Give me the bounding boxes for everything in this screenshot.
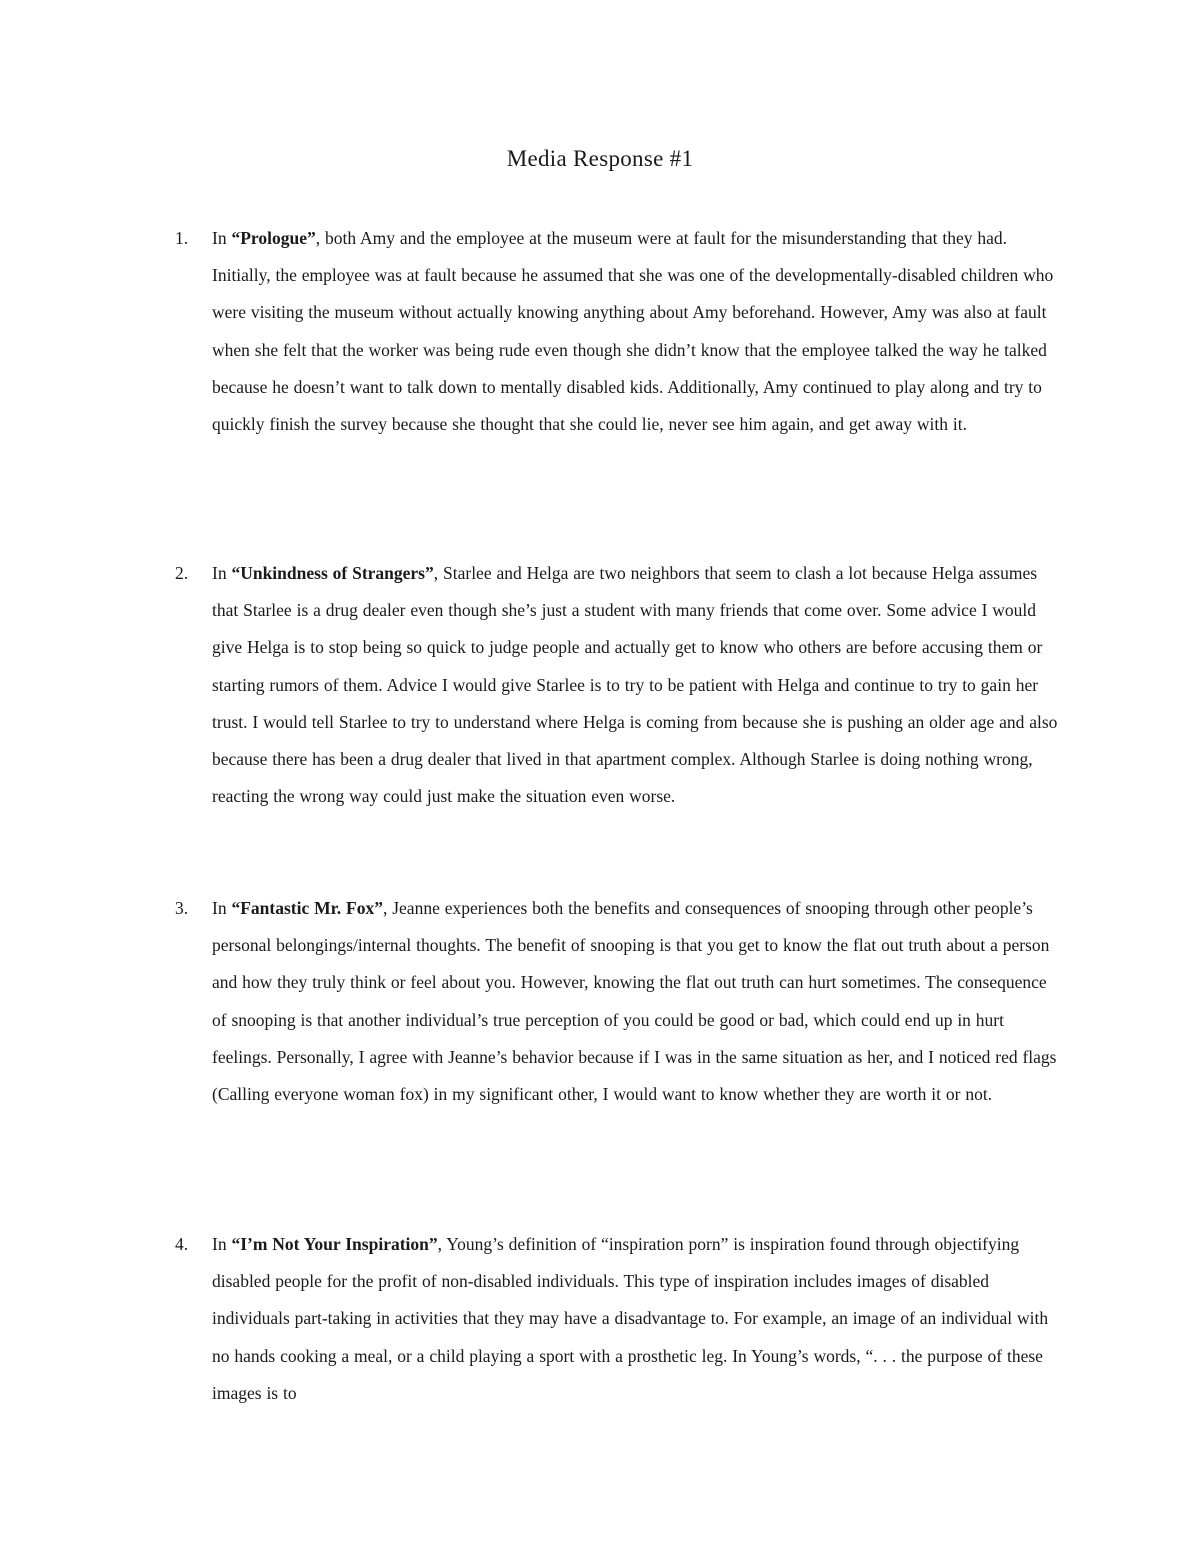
item-intro: In	[212, 563, 232, 583]
item-intro: In	[212, 1234, 232, 1254]
item-paragraph	[212, 220, 1062, 443]
item-paragraph	[212, 890, 1062, 1113]
item-number: 2.	[175, 563, 189, 583]
item-text: , Jeanne experiences both the benefits and consequences of snooping through other people’s personal belongings/internal thoughts. The benefit of snooping is that you get to know the flat out truth about a person and how they truly think or feel about you. However, knowing the flat out truth can hurt sometimes. The consequence of snooping is that another individual’s true perception of you could be good or bad, which could end up in hurt feelings. Personally, I agree with Jeanne’s behavior because if I was in the same situation as her, and I noticed red flags (Calling everyone woman fox) in my significant other, I would want to know whether they are worth it or not.	[212, 898, 1057, 1105]
item-text: , Young’s definition of “inspiration porn” is inspiration found through objectifying disabled people for the profit of non-disabled individuals. This type of inspiration includes images of disabled individuals part-taking in activities that they may have a disadvantage to. For example, an image of an individual with no hands cooking a meal, or a child playing a sport with a prosthetic leg. In Young’s words, “. . . the purpose of these images is to	[212, 1234, 1049, 1403]
item-paragraph	[212, 1226, 1062, 1412]
page-title: Media Response #1	[506, 146, 694, 171]
item-intro: In	[212, 898, 232, 918]
work-title: “Prologue”	[231, 228, 316, 248]
item-number: 4.	[175, 1234, 189, 1254]
work-title: “Unkindness of Strangers”	[231, 563, 434, 583]
item-paragraph	[212, 555, 1062, 815]
work-title: “I’m Not Your Inspiration”	[231, 1234, 438, 1254]
item-intro: In	[212, 228, 232, 248]
item-text: , both Amy and the employee at the museum were at fault for the misunderstanding that they had. Initially, the employee was at fault because he assumed that she was one of the developmentally-disabled children who were visiting the museum without actually knowing anything about Amy beforehand. However, Amy was also at fault when she felt that the worker was being rude even though she didn’t know that the employee talked the way he talked because he doesn’t want to talk down to mentally disabled kids. Additionally, Amy continued to play along and try to quickly finish the survey because she thought that she could lie, never see him again, and get away with it.	[212, 228, 1054, 435]
work-title: “Fantastic Mr. Fox”	[231, 898, 383, 918]
item-number: 1.	[175, 228, 189, 248]
item-number: 3.	[175, 898, 189, 918]
item-text: , Starlee and Helga are two neighbors that seem to clash a lot because Helga assumes that Starlee is a drug dealer even though she’s just a student with many friends that come over. Some advice I would give Helga is to stop being so quick to judge people and actually get to know who others are before accusing them or starting rumors of them. Advice I would give Starlee is to try to be patient with Helga and continue to try to gain her trust. I would tell Starlee to try to understand where Helga is coming from because she is pushing an older age and also because there has been a drug dealer that lived in that apartment complex. Although Starlee is doing nothing wrong, reacting the wrong way could just make the situation even worse.	[212, 563, 1058, 807]
